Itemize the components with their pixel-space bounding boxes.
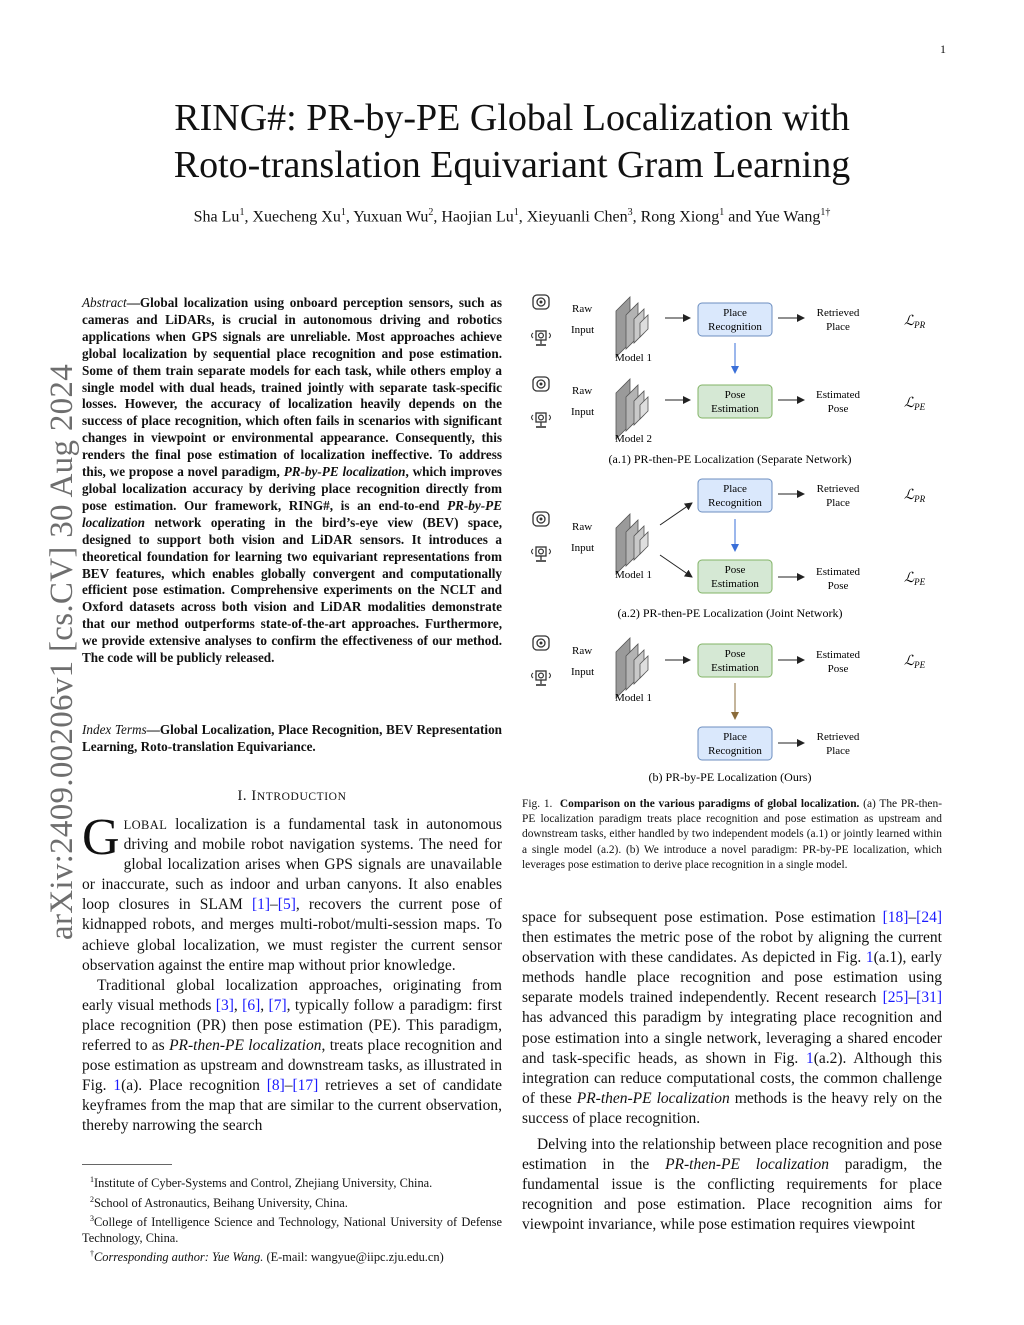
output-label: Pose: [827, 403, 849, 415]
section-heading: [82, 788, 502, 805]
body-emphasis: PR-then-PE localization: [665, 1156, 829, 1174]
footnote-mark: †: [90, 1249, 94, 1258]
abstract-emphasis: PR-by-PE localization: [283, 464, 406, 480]
box-label: Estimation: [711, 662, 759, 674]
paper-title: [80, 95, 944, 189]
author: Sha Lu: [193, 208, 240, 226]
title-line-1: RING#: PR-by-PE Global Localization with: [174, 97, 850, 139]
body-text: space for subsequent pose estimation. Pose estimation: [522, 909, 883, 926]
abstract-text: network operating in the bird’s-eye view (BEV) space, designed to support both vision and LiDAR sensors. It introduces a theoretical foundation for learning two equivariant representations from BEV features, which enables globally convergent and computationally efficient pose estimation. Comprehensive experiments on the NCLT and Oxford datasets across both vision and LiDAR modalities demonstrate that our method outperforms state-of-the-art approaches. Furthermore, we provide extensive analyses to confirm the effectiveness of our method. The code will be publicly released.: [82, 514, 502, 666]
footnote-text: College of Intelligence Science and Technology, National University of Defense Technology, China.: [82, 1215, 502, 1245]
index-terms: [82, 722, 502, 756]
abstract-text: —Global localization using onboard perception sensors, such as cameras and LiDARs, is crucial in autonomous driving and robotics applications when GPS signals are unreliable. Most approaches achieve global localization by sequential place recognition and pose estimation. Some of them train separate models for each task, while others employ a single model with dual heads, trained jointly with separate task-specific losses. However, the accuracy of localization heavily depends on the success of place recognition, which often fails in scenarios with significant changes in viewpoint or environmental appearance. Consequently, this renders the final pose estimation of localization ineffective. To address this, we propose a novel paradigm,: [82, 295, 502, 480]
raw-input-label: Input: [571, 666, 595, 678]
output-label: Pose: [827, 663, 849, 675]
output-label: Pose: [827, 580, 849, 592]
body-text: then estimates the metric pose of the robot by aligning the current observation with these candidates. As depicted in Fig.: [522, 929, 942, 967]
box-label: Pose: [724, 564, 746, 576]
caption-text: (a) The PR-then-PE localization paradigm treats place recognition and pose estimation as upstream and downstream tasks, either handled by two independent models (a.1) or jointly learned within a single model (a.2). (b) We introduce a novel paradigm: PR-by-PE localization, which leverages pose estimation to derive place recognition in a single model.: [522, 798, 942, 871]
author-list: Sha Lu$^1$, Xuecheng Xu$^1$, Yuxuan Wu$^2$, Haojian Lu$^1$, Xieyuanli Chen$^3$, Rong Xiong$^1$ and Yue Wang$^{1\dagger}$: [193, 207, 831, 226]
footnote-text: Institute of Cyber-Systems and Control, Zhejiang University, China.: [94, 1176, 433, 1191]
raw-input-label: Raw: [572, 303, 593, 315]
author-affiliation: 1: [239, 207, 245, 218]
index-terms-label: Index Terms: [82, 722, 147, 737]
author: Yue Wang: [754, 208, 821, 226]
abstract-emphasis: PR-by-PE localization: [82, 497, 502, 530]
caption-label: Fig. 1.: [522, 798, 553, 810]
figure-link[interactable]: 1: [865, 949, 874, 967]
model-label: Model 2: [615, 433, 652, 445]
model-label: Model 1: [615, 352, 652, 364]
network-model-icon: [616, 297, 648, 357]
figure-caption: [522, 797, 942, 873]
camera-icon: [533, 295, 549, 309]
output-label: Estimated: [816, 566, 860, 578]
body-text: (a.2). Although this integration can reduce computational costs, the common challenge of these: [522, 1049, 942, 1107]
intro-paragraph-1: [82, 809, 502, 976]
author-affiliation: 1: [719, 207, 725, 218]
sensor-icons: [532, 377, 551, 427]
author-affiliation: 3: [627, 207, 633, 218]
separator: ,: [233, 996, 243, 1014]
sensor-icons: [532, 636, 551, 685]
dash: –: [908, 989, 917, 1007]
figure-link[interactable]: 1: [805, 1049, 814, 1067]
citation-link[interactable]: [17]: [292, 1077, 319, 1095]
output-label: Retrieved: [816, 483, 860, 495]
body-text: Delving into the relationship between place recognition and pose estimation in the: [522, 1136, 942, 1174]
camera-icon: [533, 512, 549, 526]
sensor-icons: [532, 512, 551, 561]
camera-icon: [533, 377, 549, 391]
box-label: Recognition: [708, 745, 762, 757]
body-emphasis: PR-then-PE localization: [576, 1089, 730, 1107]
footnote-mark: 2: [90, 1194, 94, 1204]
loss-pe: ℒ$_{PE}$: [904, 654, 926, 670]
citation-link[interactable]: [24]: [916, 909, 942, 926]
output-label: Retrieved: [816, 731, 860, 743]
box-label: Estimation: [711, 578, 759, 590]
figure-link[interactable]: 1: [113, 1077, 122, 1095]
dash: –: [908, 909, 917, 926]
output-label: Estimated: [816, 389, 860, 401]
raw-input-label: Raw: [572, 521, 593, 533]
lidar-icon: [532, 547, 551, 561]
footnote: [82, 1192, 502, 1212]
drop-cap: G: [82, 809, 120, 866]
box-label: Pose: [724, 648, 746, 660]
section-numeral: I.: [237, 788, 248, 804]
footnote-text: (E-mail: wangyue@iipc.zju.edu.cn): [263, 1250, 444, 1265]
footnotes: [82, 1172, 502, 1266]
loss-pe: ℒ$_{PE}$: [904, 396, 926, 412]
subfigure-caption-b: (b) PR-by-PE Localization (Ours): [648, 770, 812, 784]
subfigure-caption-a1: (a.1) PR-then-PE Localization (Separate Network): [608, 452, 852, 466]
figure-1-diagram: [520, 285, 940, 795]
box-label: Place: [723, 307, 747, 319]
citation-link[interactable]: [5]: [277, 896, 296, 914]
section-title-initial: I: [251, 788, 257, 804]
box-label: Place: [723, 731, 747, 743]
corresponding-author-label: Corresponding author: Yue Wang.: [94, 1250, 264, 1265]
raw-input-label: Raw: [572, 645, 593, 657]
intro-text: (a). Place recognition: [121, 1077, 267, 1095]
intro-text: localization is a fundamental task in autonomous driving and mobile robot navigation systems. The need for global localization arises when GPS signals are unavailable or inaccurate, such as indoor and urban canyons. It also enables loop closures in SLAM: [82, 816, 502, 914]
raw-input-label: Input: [571, 406, 595, 418]
raw-input-label: Input: [571, 324, 595, 336]
output-label: Retrieved: [816, 307, 860, 319]
intro-small-caps: LOBAL: [123, 818, 168, 832]
box-label: Estimation: [711, 403, 759, 415]
citation-link[interactable]: [8]: [266, 1077, 285, 1095]
citation-link[interactable]: [18]: [882, 909, 909, 926]
separator: ,: [260, 996, 269, 1014]
body-text: (a.1), early methods handle place recognition and pose estimation using separate models trained independently. Recent research: [522, 949, 942, 1007]
author: Haojian Lu: [441, 208, 514, 226]
intro-text: Traditional global localization approaches, originating from early visual methods: [82, 976, 502, 1014]
body-text: paradigm, the fundamental issue is the conflicting requirements for place recognition and pose estimation. Place recognition aims for viewpoint invariance, while pose estimation requires viewpoint: [522, 1156, 942, 1234]
paragraph: [522, 1135, 942, 1235]
paragraph: [522, 908, 942, 1129]
lidar-icon: [532, 413, 551, 427]
page-number: 1: [940, 42, 946, 56]
caption-bold: Comparison on the various paradigms of global localization.: [559, 798, 860, 810]
loss-pe: ℒ$_{PE}$: [904, 571, 926, 587]
author-affiliation: 1: [340, 207, 346, 218]
network-model-icon: [616, 514, 648, 574]
camera-icon: [533, 636, 549, 650]
citation-link[interactable]: [31]: [916, 989, 942, 1007]
output-label: Place: [826, 321, 850, 333]
network-model-icon: [616, 379, 648, 439]
output-label: Place: [826, 745, 850, 757]
footnote-rule: [82, 1164, 172, 1165]
citation-link[interactable]: [3]: [215, 996, 234, 1014]
abstract: [82, 295, 502, 667]
footnote-mark: 1: [90, 1175, 94, 1184]
model-label: Model 1: [615, 569, 652, 581]
footnote-text: School of Astronautics, Beihang University, China.: [94, 1195, 348, 1210]
author-affiliation: 1: [513, 207, 519, 218]
arxiv-stamp: arXiv:2409.00206v1 [cs.CV] 30 Aug 2024: [44, 363, 80, 940]
citation-link[interactable]: [7]: [268, 996, 287, 1014]
model-label: Model 1: [615, 692, 652, 704]
dash: –: [270, 896, 278, 914]
raw-input-label: Input: [571, 542, 595, 554]
citation-link[interactable]: [6]: [242, 996, 261, 1014]
intro-text: , recovers the current pose of kidnapped robots, and merges multi-robot/multi-session maps. To achieve global localization, we must register the current sensor observation against the entire map without prior knowledge.: [82, 896, 502, 974]
box-label: Recognition: [708, 497, 762, 509]
raw-input-label: Raw: [572, 385, 593, 397]
subfigure-caption-a2: (a.2) PR-then-PE Localization (Joint Network): [617, 606, 843, 620]
right-column-text: [522, 908, 942, 1236]
footnote: [82, 1211, 502, 1246]
author: Xieyuanli Chen: [526, 208, 628, 226]
body-text: has advanced this paradigm by integrating place recognition and pose estimation into a single network, leveraging a shared encoder and task-specific heads, as shown in Fig.: [522, 1009, 942, 1067]
loss-pr: ℒ$_{PR}$: [904, 488, 926, 504]
author: Xuecheng Xu: [252, 208, 341, 226]
lidar-icon: [532, 331, 551, 345]
citation-link[interactable]: [25]: [882, 989, 909, 1007]
network-model-icon: [616, 638, 648, 698]
body-text: methods is the heavy rely on the success of place recognition.: [522, 1089, 943, 1127]
box-label: Pose: [724, 389, 746, 401]
intro-paragraph-2: [82, 976, 502, 1137]
loss-pr: ℒ$_{PR}$: [904, 314, 926, 330]
author: Yuxuan Wu: [353, 208, 429, 226]
abstract-text: , which improves global localization accuracy by deriving place recognition directly from pose estimation. Our framework, RING#, is an end-to-end: [82, 464, 502, 513]
section-title-rest: NTRODUCTION: [256, 791, 347, 803]
footnote: [82, 1172, 502, 1192]
footnote: [82, 1246, 502, 1266]
box-label: Recognition: [708, 321, 762, 333]
title-line-2: Roto-translation Equivariant Gram Learning: [173, 144, 851, 186]
abstract-label: Abstract: [82, 295, 127, 310]
sensor-icons: [532, 295, 551, 345]
intro-text: , typically follow a paradigm: first place recognition (PR) then pose estimation (PE). This paradigm, referred to as: [82, 996, 502, 1055]
intro-emphasis: PR-then-PE localization: [169, 1037, 322, 1055]
intro-text: retrieves a set of candidate keyframes from the map that are similar to the current observation, thereby narrowing the search: [82, 1077, 503, 1135]
lidar-icon: [532, 671, 551, 685]
output-label: Estimated: [816, 649, 860, 661]
introduction-text: [82, 809, 503, 1137]
intro-text: , treats place recognition and pose estimation as upstream and downstream tasks, as illustrated in Fig.: [82, 1037, 503, 1095]
index-terms-text: —Global Localization, Place Recognition, BEV Representation Learning, Roto-translation Equivariance.: [82, 722, 502, 754]
output-label: Place: [826, 497, 850, 509]
box-label: Place: [723, 483, 747, 495]
author-affiliation: 2: [428, 207, 434, 218]
author-affiliation: 1†: [820, 207, 831, 218]
dash: –: [284, 1077, 293, 1095]
author: Rong Xiong: [640, 208, 720, 226]
citation-link[interactable]: [1]: [251, 896, 271, 914]
footnote-mark: 3: [90, 1214, 94, 1224]
